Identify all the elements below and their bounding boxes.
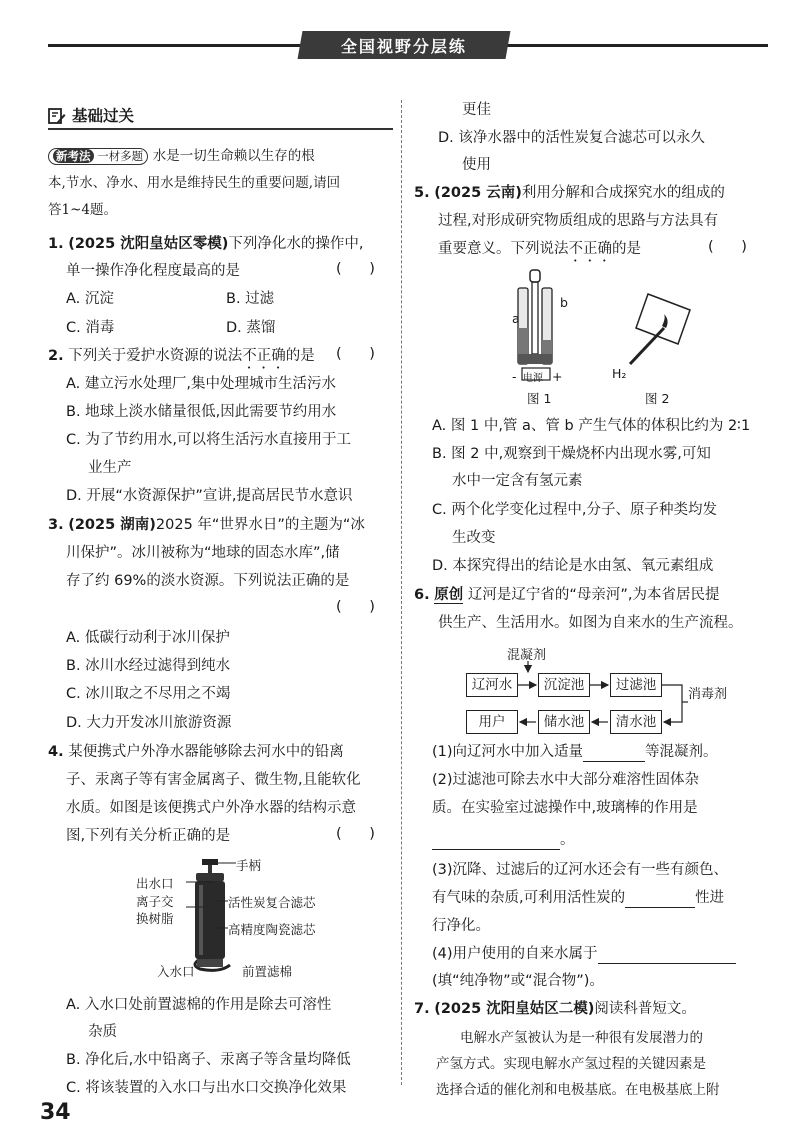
flow-user-box: 用户 — [466, 710, 518, 734]
q3-option-c[interactable]: C. 冰川取之不尽用之不竭 — [66, 686, 231, 702]
q4-stem-line-1 — [48, 742, 344, 762]
q5-option-d[interactable]: D. 本探究得出的结论是水由氢、氧元素组成 — [432, 558, 714, 574]
fig-resin-label-1: 离子交 — [136, 894, 174, 909]
q2-number: 2. — [48, 348, 64, 364]
q6-part-2c: 。 — [560, 832, 575, 848]
q5-option-c-2: 生改变 — [452, 530, 496, 546]
q5-option-a[interactable]: A. 图 1 中,管 a、管 b 产生气体的体积比约为 2∶1 — [432, 418, 751, 434]
q3-option-a[interactable]: A. 低碳行动利于冰川保护 — [66, 630, 230, 646]
q4-stem-3: 水质。如图是该便携式户外净水器的结构示意 — [66, 800, 356, 816]
flow-sedimentation-box: 沉淀池 — [538, 673, 590, 697]
q5-number: 5. — [414, 185, 430, 201]
q6-part-4 — [432, 944, 736, 964]
flow-clear-water-box: 清水池 — [610, 710, 662, 734]
q5-option-c-1[interactable]: C. 两个化学变化过程中,分子、原子种类均发 — [432, 502, 717, 518]
q5-option-b-2: 水中一定含有氢元素 — [452, 473, 583, 489]
q7-number: 7. — [414, 1001, 430, 1017]
q5-answer-paren[interactable]: ( ) — [708, 239, 747, 255]
intro-line-1 — [48, 146, 315, 166]
fig1-caption: 图 1 — [527, 391, 552, 406]
q5-option-b-1[interactable]: B. 图 2 中,观察到干燥烧杯内出现水雾,可知 — [432, 446, 711, 462]
intro-text-3: 答1~4题。 — [48, 202, 117, 218]
q5-stem-1: 利用分解和合成探究水的组成的 — [521, 185, 725, 201]
q1-answer-paren[interactable]: ( ) — [336, 261, 375, 277]
q2-answer-paren[interactable]: ( ) — [336, 346, 375, 362]
q3-number: 3. — [48, 517, 64, 533]
q6-part-3a: (3)沉降、过滤后的辽河水还会有一些有颜色、 — [432, 862, 729, 878]
q6-stem-2: 供生产、生活用水。如图为自来水的生产流程。 — [438, 615, 743, 631]
q1-stem-line-1 — [48, 234, 364, 254]
q2-stem — [48, 346, 315, 372]
column-divider — [401, 100, 402, 1085]
q6-part-1 — [432, 742, 718, 762]
pencil-note-icon — [48, 107, 66, 125]
diagram-leader-lines — [186, 855, 246, 975]
flow-arrows — [460, 656, 700, 746]
q6-part-2-answer — [432, 830, 575, 850]
q4-option-c-1[interactable]: C. 将该装置的入水口与出水口交换净化效果 — [66, 1080, 347, 1096]
q2-option-c-2: 业生产 — [88, 460, 132, 476]
section-title: 基础过关 — [72, 107, 135, 125]
q3-answer-paren[interactable]: ( ) — [336, 599, 375, 615]
q6-part-1a: (1)向辽河水中加入适量 — [432, 744, 584, 760]
q2-stem-b: 的是 — [285, 348, 315, 364]
header-title: 全国视野分层练 — [340, 36, 467, 56]
q4-stem-2: 子、汞离子等有害金属离子、微生物,且能软化 — [66, 772, 361, 788]
q2-option-d[interactable]: D. 开展“水资源保护”宣讲,提高居民节水意识 — [66, 488, 353, 504]
q3-option-b[interactable]: B. 冰川水经过滤得到纯水 — [66, 658, 231, 674]
q4-stem-4: 图,下列有关分析正确的是 — [66, 828, 231, 844]
q3-option-d[interactable]: D. 大力开发冰川旅游资源 — [66, 715, 232, 731]
q7-text-2: 产氢方式。实现电解水产氢过程的关键因素是 — [436, 1056, 706, 1072]
q6-part-3b: 有气味的杂质,可利用活性炭的 — [432, 890, 626, 906]
fig1-plus-label: + — [552, 369, 563, 384]
q7-stem-text: 阅读科普短文。 — [594, 1001, 696, 1017]
q4-answer-paren[interactable]: ( ) — [336, 826, 375, 842]
q5-source: (2025 云南) — [434, 185, 522, 201]
q5-stem-line-1 — [414, 183, 725, 203]
flow-disinfectant-label: 消毒剂 — [688, 687, 728, 702]
q4-option-a-2: 杂质 — [88, 1024, 117, 1040]
q3-stem-line-1 — [48, 515, 365, 535]
tag-new: 新考法 — [53, 149, 94, 163]
fig-ceramic-label: 高精度陶瓷滤芯 — [228, 922, 316, 937]
q1-option-a[interactable]: A. 沉淀 — [66, 291, 114, 307]
q1-number: 1. — [48, 236, 64, 252]
fig2-h2-label: H₂ — [612, 366, 627, 381]
hydrogen-combustion-figure — [620, 288, 700, 370]
intro-text-1: 水是一切生命赖以生存的根 — [152, 148, 315, 164]
q1-stem-2: 单一操作净化程度最高的是 — [66, 263, 240, 279]
flow-storage-box: 储水池 — [538, 710, 590, 734]
intro-text-2: 本,节水、净水、用水是维持民生的重要问题,请回 — [48, 175, 341, 191]
q1-option-c[interactable]: C. 消毒 — [66, 320, 115, 336]
q5-stem-3b: 的是 — [612, 241, 641, 257]
fig-handle-label: 手柄 — [236, 858, 262, 873]
fig-resin-label-2: 换树脂 — [136, 911, 174, 926]
fig1-minus-label: - — [512, 369, 517, 384]
header-banner — [298, 31, 511, 59]
q4-option-d-2: 使用 — [462, 157, 491, 173]
section-heading — [48, 106, 134, 126]
q4-stem-1: 某便携式户外净水器能够除去河水中的铅离 — [68, 744, 344, 760]
q3-source: (2025 湖南) — [68, 517, 156, 533]
q5-stem-3a: 重要意义。下列说法 — [438, 241, 569, 257]
fig-inlet-label: 入水口 — [157, 964, 195, 979]
q7-source: (2025 沈阳皇姑区二模) — [434, 1001, 595, 1017]
q6-stem-1: 辽河是辽宁省的“母亲河”,为本省居民提 — [467, 587, 720, 603]
q4-option-a-1[interactable]: A. 入水口处前置滤棉的作用是除去可溶性 — [66, 997, 332, 1013]
fig1-power-label: 电源 — [523, 373, 543, 384]
q4-number: 4. — [48, 744, 64, 760]
q5-stem-emphasis: 不正确 — [568, 241, 612, 257]
q6-stem-line-1 — [414, 585, 719, 605]
q2-stem-a: 下列关于爱护水资源的说法 — [68, 348, 243, 364]
q1-source: (2025 沈阳皇姑区零模) — [68, 236, 229, 252]
q2-option-b[interactable]: B. 地球上淡水储量很低,因此需要节约用水 — [66, 404, 337, 420]
q3-stem-2: 川保护”。冰川被称为“地球的固态水库”,储 — [66, 545, 340, 561]
page-number: 34 — [40, 1100, 71, 1125]
q7-text-1: 电解水产氢被认为是一种很有发展潜力的 — [460, 1030, 703, 1046]
fig2-caption: 图 2 — [645, 391, 670, 406]
flow-river-box: 辽河水 — [466, 673, 518, 697]
q1-option-d[interactable]: D. 蒸馏 — [226, 320, 276, 336]
q6-blank-4[interactable] — [598, 945, 736, 964]
q5-stem-3 — [438, 239, 641, 265]
q6-part-3-line — [432, 888, 724, 908]
q2-stem-emphasis: 不正确 — [242, 348, 286, 364]
q7-stem — [414, 999, 696, 1019]
section-rule — [48, 128, 393, 130]
q6-blank-3[interactable] — [625, 889, 695, 908]
q3-stem-3: 存了约 69%的淡水资源。下列说法正确的是 — [66, 573, 350, 589]
fig1-tube-a-label: a — [512, 311, 520, 326]
q6-part-4a: (4)用户使用的自来水属于 — [432, 946, 598, 962]
q7-text-3: 选择合适的催化剂和电极基底。在电极基底上附 — [436, 1082, 720, 1098]
flow-filtration-box: 过滤池 — [610, 673, 662, 697]
q6-part-3c: 性进 — [695, 890, 725, 906]
q4-option-c-2: 更佳 — [462, 102, 491, 118]
q6-blank-1[interactable] — [583, 743, 645, 762]
q4-option-b[interactable]: B. 净化后,水中铅离子、汞离子等含量均降低 — [66, 1052, 351, 1068]
q6-part-2b: 质。在实验室过滤操作中,玻璃棒的作用是 — [432, 800, 698, 816]
fig1-tube-b-label: b — [560, 295, 568, 310]
fig-outlet-label: 出水口 — [136, 876, 174, 891]
q4-option-d-1[interactable]: D. 该净水器中的活性炭复合滤芯可以永久 — [438, 130, 705, 146]
q2-option-c-1[interactable]: C. 为了节约用水,可以将生活污水直接用于工 — [66, 432, 351, 448]
tag-multi: 一材多题 — [97, 149, 144, 163]
q6-part-2a: (2)过滤池可除去水中大部分难溶性固体杂 — [432, 772, 700, 788]
q6-blank-2[interactable] — [432, 831, 560, 850]
q3-stem-1: 2025 年“世界水日”的主题为“冰 — [155, 517, 365, 533]
q1-option-b[interactable]: B. 过滤 — [226, 291, 275, 307]
q6-number: 6. — [414, 587, 430, 603]
q1-stem-1: 下列净化水的操作中, — [228, 236, 364, 252]
flow-coagulant-label: 混凝剂 — [507, 648, 547, 663]
fig-cotton-label: 前置滤棉 — [242, 964, 293, 979]
fig-carbon-label: 活性炭复合滤芯 — [228, 895, 316, 910]
q6-part-4b: (填“纯净物”或“混合物”)。 — [432, 973, 604, 989]
q5-stem-2: 过程,对形成研究物质组成的思路与方法具有 — [438, 213, 719, 229]
q2-option-a[interactable]: A. 建立污水处理厂,集中处理城市生活污水 — [66, 376, 336, 392]
q6-part-1b: 等混凝剂。 — [645, 744, 718, 760]
new-method-tag — [48, 148, 148, 165]
q6-source: 原创 — [434, 587, 464, 603]
q6-part-3d: 行净化。 — [432, 918, 490, 934]
